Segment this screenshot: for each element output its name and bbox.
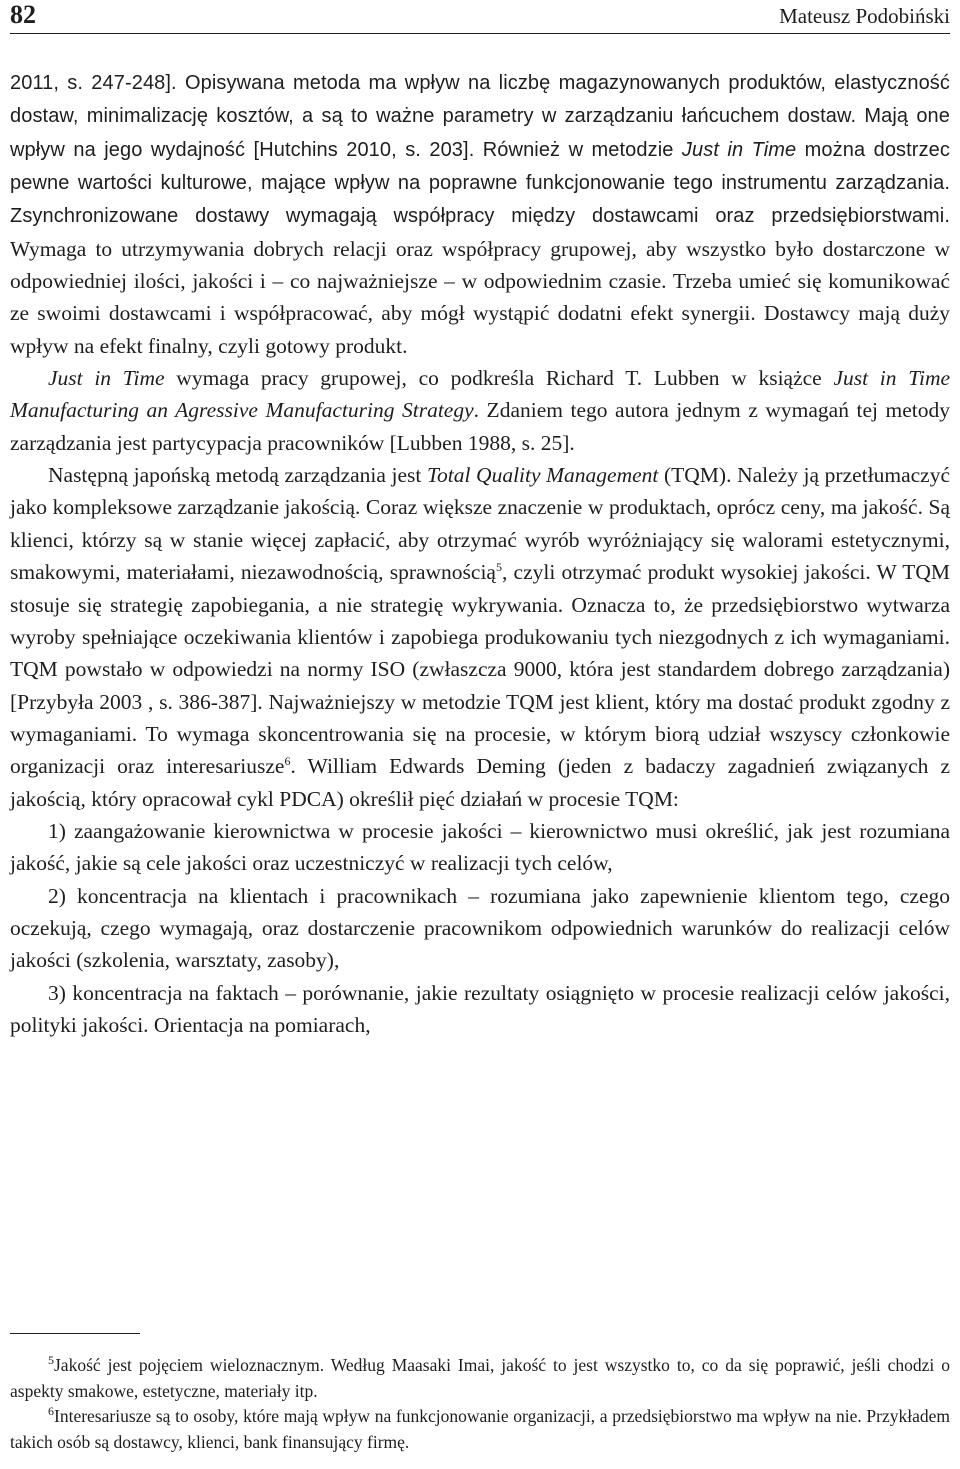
- page-number: 82: [10, 0, 36, 29]
- paragraph-1: 2011, s. 247-248]. Opisywana metoda ma wpływ na liczbę magazynowanych produktów, elastyczność dostaw, minimalizację kosztów, a są to ważne parametry w zarządzaniu łańcuchem dostaw. Mają one wpływ na jego wydajność [Hutchins 2010, s. 203]. Również w metodzie Just in Time można dostrzec pewne wartości kulturowe, mające wpływ na poprawne funkcjonowanie tego instrumentu zarządzania. Zsynchronizowane dostawy wymagają współpracy między dostawcami oraz przedsiębiorstwami. Wymaga to utrzymywania dobrych relacji oraz współpracy grupowej, aby wszystko było dostarczone w odpowiedniej ilości, jakości i – co najważniejsze – w odpowiednim czasie. Trzeba umieć się komunikować ze swoimi dostawcami i współpracować, aby mógł wystąpić dodatni efekt synergii. Dostawcy mają duży wpływ na efekt finalny, czyli gotowy produkt.: [10, 72, 950, 358]
- footnote-divider: [10, 1333, 140, 1334]
- footnotes: [10, 1353, 950, 1455]
- page-header: [10, 0, 950, 34]
- list-item: 2) koncentracja na klientach i pracownikach – rozumiana jako zapewnienie klientom tego, czego oczekują, czego wymagają, oraz dostarczenie pracownikom odpowiednich warunków do realizacji celów jakości (szkolenia, warsztaty, zasoby),: [10, 883, 950, 973]
- list-item: 1) zaangażowanie kierownictwa w procesie jakości – kierownictwo musi określić, jak jest rozumiana jakość, jakie są cele jakości oraz uczestniczyć w realizacji tych celów,: [10, 818, 950, 876]
- paragraph-2: Just in Time wymaga pracy grupowej, co podkreśla Richard T. Lubben w książce Just in Time Manufacturing an Agressive Manufacturing Strategy. Zdaniem tego autora jednym z wymagań tej metody zarządzania jest partycypacja pracowników [Lubben 1988, s. 25].: [10, 366, 951, 455]
- paragraph-3: Następną japońską metodą zarządzania jest Total Quality Management (TQM). Należy ją przetłumaczyć jako kompleksowe zarządzanie jakością. Coraz większe znaczenie w produktach, oprócz ceny, ma jakość. Są klienci, którzy są w stanie więcej zapłacić, aby otrzymać wyrób wyróżniający się walorami estetycznymi, smakowymi, materiałami, niezawodnością, sprawnością$^5$, czyli otrzymać produkt wysokiej jakości. W TQM stosuje się strategię zapobiegania, a nie strategię wykrywania. Oznacza to, że przedsiębiorstwo wytwarza wyroby spełniające oczekiwania klientów i zapobiega produkowaniu tych niezgodnych z ich wymaganiami. TQM powstało w odpowiedzi na normy ISO (zwłaszcza 9000, która jest standardem dobrego zarządzania) [Przybyła 2003 , s. 386-387]. Najważniejszy w metodzie TQM jest klient, który ma dostać produkt zgodny z wymaganiami. To wymaga skoncentrowania się na procesie, w którym biorą udział wszyscy członkowie organizacji oraz interesariusze$^6$. William Edwards Deming (jeden z badaczy zagadnień związanych z jakością, który opracował cykl PDCA) określił pięć działań w procesie TQM:: [10, 463, 951, 811]
- footnote-5: $^5$Jakość jest pojęciem wieloznacznym. Według Maasaki Imai, jakość to jest wszystko to, co da się poprawić, jeśli chodzi o aspekty smakowe, estetyczne, materiały itp.: [10, 1353, 950, 1401]
- body-text: [10, 66, 950, 1041]
- footnote-6: $^6$Interesariusze są to osoby, które mają wpływ na funkcjonowanie organizacji, a przedsiębiorstwo ma wpływ na nie. Przykładem takich osób są dostawcy, klienci, bank finansujący firmę.: [10, 1404, 950, 1452]
- running-head-author: Mateusz Podobiński: [779, 4, 950, 28]
- list-item: 3) koncentracja na faktach – porównanie, jakie rezultaty osiągnięto w procesie realizacji celów jakości, polityki jakości. Orientacja na pomiarach,: [10, 980, 950, 1037]
- footnote-ref-6[interactable]: 6: [284, 754, 291, 769]
- footnote-ref-5[interactable]: 5: [495, 560, 502, 574]
